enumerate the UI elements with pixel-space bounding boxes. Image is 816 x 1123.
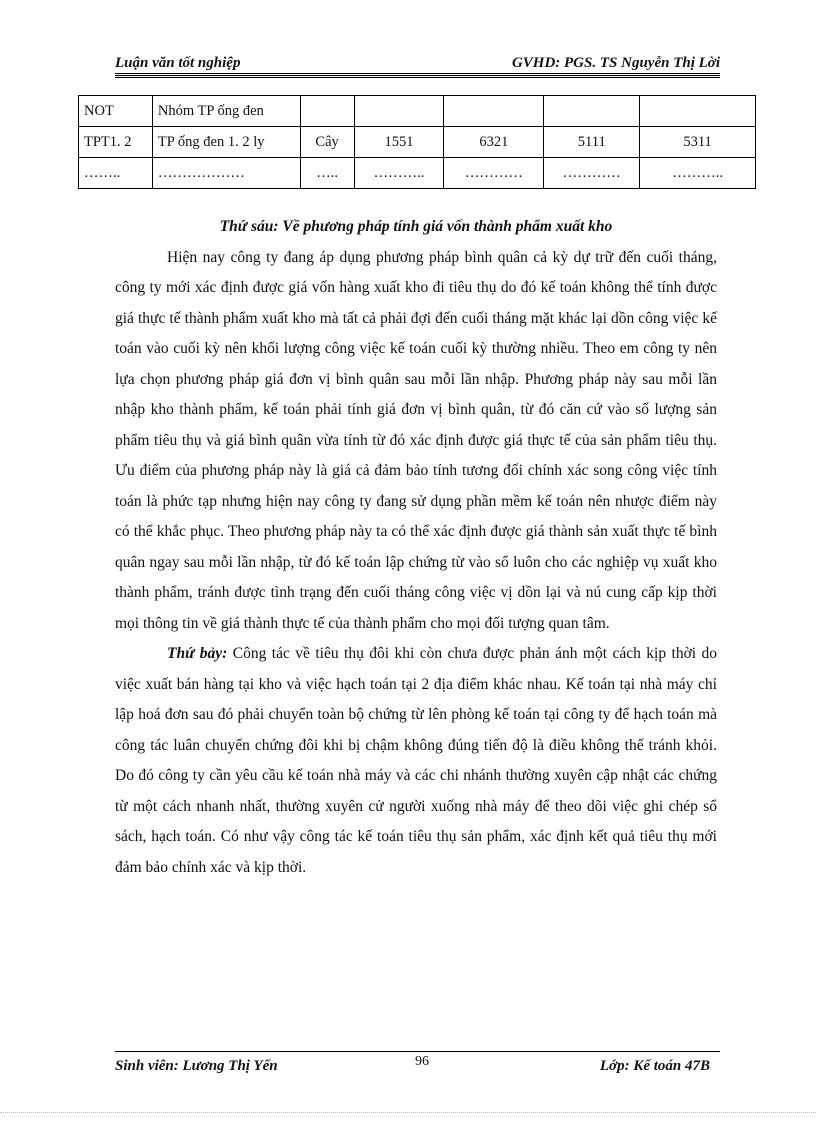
table-cell: ……………… <box>152 158 300 189</box>
header-thesis-title: Luận văn tốt nghiệp <box>115 55 241 71</box>
table-cell <box>544 96 640 127</box>
table-cell: ………… <box>544 158 640 189</box>
table-cell: Nhóm TP ống đen <box>152 96 300 127</box>
section-lead-seven: Thứ bảy: <box>167 645 228 662</box>
table-cell: 6321 <box>444 127 544 158</box>
paragraph-six: Hiện nay công ty đang áp dụng phương pháp bình quân cả kỳ dự trữ đến cuối tháng, công ty mới xác định được giá vốn hàng xuất kho đi tiêu thụ do đó kế toán không thể tính được giá thực tế thành phẩm xuất kho mà tất cả phải đợi đến cuối tháng mặt khác lại dồn công việc kế toán vào cuối kỳ nên khối lượng công việc kế toán cuối kỳ thường nhiều. Theo em công ty nên lựa chọn phương pháp giá đơn vị bình quân sau mỗi lần nhập. Phương pháp này sau mỗi lần nhập kho thành phẩm, kế toán phải tính giá đơn vị bình quân, từ đó căn cứ vào số lượng sản phẩm tiêu thụ và giá bình quân vừa tính từ đó xác định được giá thực tế của sản phẩm tiêu thụ. Ưu điểm của phương pháp này là giá cả đảm bảo tính tương đối chính xác song công việc tính toán là phức tạp nhưng hiện nay công ty đang sử dụng phần mềm kế toán nên nhược điểm này có thể khắc phục. Theo phương pháp này ta có thể xác định được giá thành sản xuất thực tế bình quân ngay sau mỗi lần nhập, từ đó kế toán lập chứng từ vào sổ luôn cho các nghiệp vụ xuất kho thành phẩm, tránh được tình trạng đến cuối tháng công việc vị dồn lại và nú cung cấp kịp thời mọi thông tin về giá thành thực tế của thành phẩm cho mọi đối tượng quan tâm. <box>115 248 717 632</box>
page-header <box>115 46 720 72</box>
page-footer <box>115 1054 720 1078</box>
table-cell: Cây <box>300 127 354 158</box>
table-row <box>79 96 756 127</box>
table-cell <box>354 96 444 127</box>
table-cell <box>444 96 544 127</box>
table-cell <box>300 96 354 127</box>
section-heading-six: Thứ sáu: Về phương pháp tính giá vốn thành phẩm xuất kho <box>219 218 613 235</box>
page-edge <box>0 1112 816 1113</box>
paragraph-seven-text: Công tác về tiêu thụ đôi khi còn chưa được phản ánh một cách kịp thời do việc xuất bán hàng tại kho và việc hạch toán tại 2 địa điểm khác nhau. Kế toán tại nhà máy chỉ lập hoá đơn sau đó phải chuyển toàn bộ chứng từ lên phòng kế toán tại công ty để hạch toán mà công tác luân chuyển chứng đôi khi bị chậm không đúng tiến độ là điều không thể tránh khỏi. Do đó công ty cần yêu cầu kế toán nhà máy và các chi nhánh thường xuyên cập nhật các chứng từ một cách nhanh nhất, thường xuyên cử người xuống nhà máy để theo dõi việc ghi chép sổ sách, hạch toán. Có như vậy công tác kế toán tiêu thụ sản phẩm, xác định kết quả tiêu thụ mới đảm bảo chính xác và kịp thời. <box>115 645 718 876</box>
product-code-table <box>78 95 756 189</box>
table-cell: ………… <box>444 158 544 189</box>
table-cell: 1551 <box>354 127 444 158</box>
header-advisor: GVHD: PGS. TS Nguyễn Thị Lời <box>511 55 720 71</box>
header-rule <box>115 73 720 78</box>
table-row <box>79 158 756 189</box>
table-row <box>79 127 756 158</box>
footer-class: Lớp: Kế toán 47B <box>599 1058 710 1074</box>
footer-student: Sinh viên: Lương Thị Yến <box>115 1058 278 1074</box>
paragraph-seven <box>115 639 717 883</box>
footer-rule <box>115 1051 720 1053</box>
table-cell: NOT <box>79 96 153 127</box>
table-cell: TPT1. 2 <box>79 127 153 158</box>
table-cell: TP ống đen 1. 2 ly <box>152 127 300 158</box>
body-text <box>115 212 717 883</box>
table-cell: 5111 <box>544 127 640 158</box>
table-cell: ……….. <box>640 158 756 189</box>
table-cell: ……….. <box>354 158 444 189</box>
table-cell: 5311 <box>640 127 756 158</box>
page-number: 96 <box>415 1054 429 1069</box>
table-cell <box>640 96 756 127</box>
table-cell: ….. <box>300 158 354 189</box>
table-cell: …….. <box>79 158 153 189</box>
